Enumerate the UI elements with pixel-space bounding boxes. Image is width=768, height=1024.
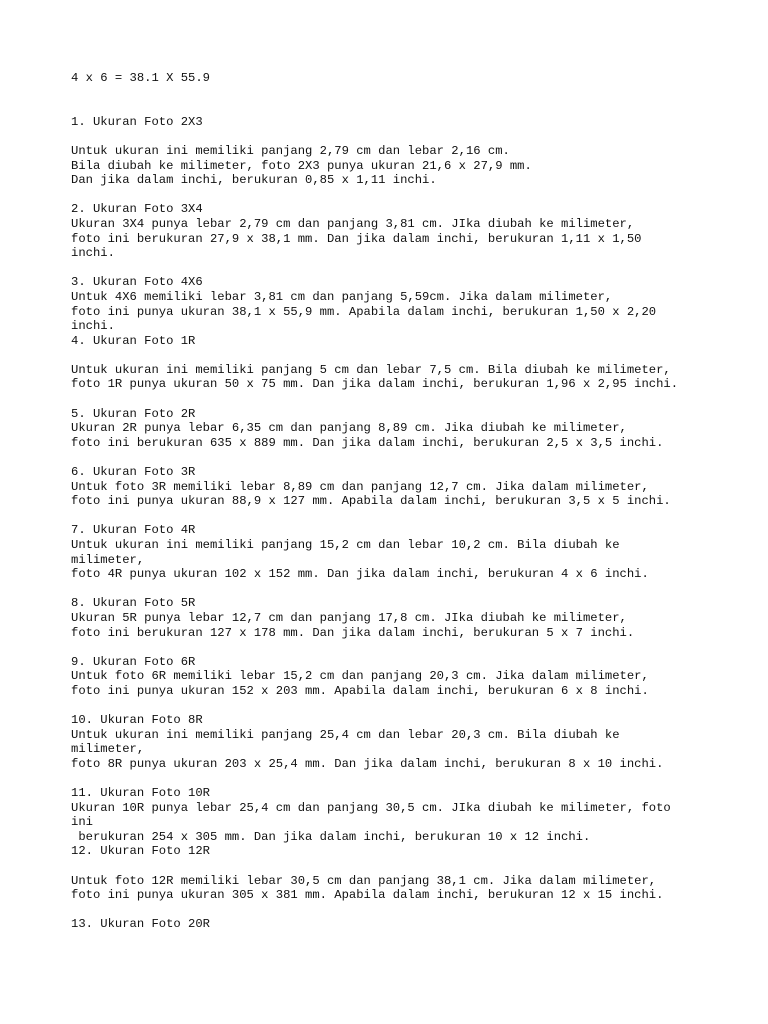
document-line: Ukuran 3X4 punya lebar 2,79 cm dan panjang 3,81 cm. JIka diubah ke milimeter, [71, 216, 635, 231]
document-line: 8. Ukuran Foto 5R [71, 596, 196, 611]
document-line: foto 8R punya ukuran 203 x 25,4 mm. Dan jika dalam inchi, berukuran 8 x 10 inchi. [71, 756, 664, 771]
document-line [71, 188, 761, 203]
document-line [71, 859, 761, 874]
document-line: milimeter, [71, 742, 145, 757]
document-line: 9. Ukuran Foto 6R [71, 654, 196, 669]
document-line: foto 1R punya ukuran 50 x 75 mm. Dan jika dalam inchi, berukuran 1,96 x 2,95 inchi. [71, 377, 679, 392]
document-line [71, 392, 761, 407]
document-line: Ukuran 10R punya lebar 25,4 cm dan panjang 30,5 cm. JIka diubah ke milimeter, foto [71, 800, 671, 815]
document-line [71, 261, 761, 276]
document-line [71, 772, 761, 787]
document-line: 7. Ukuran Foto 4R [71, 523, 196, 538]
document-line: Ukuran 2R punya lebar 6,35 cm dan panjang 8,89 cm. Jika diubah ke milimeter, [71, 421, 627, 436]
document-text [71, 71, 761, 932]
document-line: 5. Ukuran Foto 2R [71, 406, 196, 421]
document-line: 12. Ukuran Foto 12R [71, 844, 210, 859]
document-line: Ukuran 5R punya lebar 12,7 cm dan panjang 17,8 cm. JIka diubah ke milimeter, [71, 610, 627, 625]
document-line: 11. Ukuran Foto 10R [71, 786, 210, 801]
document-line [71, 509, 761, 524]
document-line: 1. Ukuran Foto 2X3 [71, 114, 203, 129]
document-line: Untuk foto 3R memiliki lebar 8,89 cm dan panjang 12,7 cm. Jika dalam milimeter, [71, 479, 649, 494]
document-line: Untuk foto 12R memiliki lebar 30,5 cm dan panjang 38,1 cm. Jika dalam milimeter, [71, 873, 657, 888]
document-line: foto ini berukuran 127 x 178 mm. Dan jika dalam inchi, berukuran 5 x 7 inchi. [71, 625, 635, 640]
document-line [71, 699, 761, 714]
document-line: foto ini punya ukuran 38,1 x 55,9 mm. Apabila dalam inchi, berukuran 1,50 x 2,20 [71, 304, 657, 319]
document-line: milimeter, [71, 552, 145, 567]
document-line: inchi. [71, 246, 115, 261]
document-line: foto ini punya ukuran 88,9 x 127 mm. Apabila dalam inchi, berukuran 3,5 x 5 inchi. [71, 494, 671, 509]
document-line: Untuk ukuran ini memiliki panjang 25,4 cm dan lebar 20,3 cm. Bila diubah ke [71, 727, 620, 742]
document-line: Untuk ukuran ini memiliki panjang 2,79 cm dan lebar 2,16 cm. [71, 143, 510, 158]
document-line: foto ini punya ukuran 152 x 203 mm. Apabila dalam inchi, berukuran 6 x 8 inchi. [71, 683, 649, 698]
document-line: Untuk ukuran ini memiliki panjang 15,2 cm dan lebar 10,2 cm. Bila diubah ke [71, 538, 620, 552]
document-line: foto ini punya ukuran 305 x 381 mm. Apabila dalam inchi, berukuran 12 x 15 inchi. [71, 888, 664, 903]
document-line [71, 640, 761, 655]
document-line [71, 129, 761, 144]
document-line: berukuran 254 x 305 mm. Dan jika dalam inchi, berukuran 10 x 12 inchi. [71, 829, 591, 844]
document-line: 4. Ukuran Foto 1R [71, 333, 196, 348]
document-line: 4 x 6 = 38.1 X 55.9 [71, 71, 210, 85]
document-line: foto ini berukuran 635 x 889 mm. Dan jika dalam inchi, berukuran 2,5 x 3,5 inchi. [71, 435, 664, 450]
document-line: inchi. [71, 319, 115, 334]
document-line: 6. Ukuran Foto 3R [71, 465, 196, 480]
document-line: Bila diubah ke milimeter, foto 2X3 punya ukuran 21,6 x 27,9 mm. [71, 158, 532, 173]
document-line [71, 582, 761, 597]
document-line: 3. Ukuran Foto 4X6 [71, 275, 203, 290]
document-line [71, 100, 761, 115]
document-line: 10. Ukuran Foto 8R [71, 713, 203, 728]
document-line [71, 903, 761, 918]
document-line: Dan jika dalam inchi, berukuran 0,85 x 1,11 inchi. [71, 173, 437, 188]
document-line: ini [71, 815, 93, 830]
document-line: 13. Ukuran Foto 20R [71, 917, 210, 932]
document-line: foto ini berukuran 27,9 x 38,1 mm. Dan jika dalam inchi, berukuran 1,11 x 1,50 [71, 231, 642, 246]
document-line: 2. Ukuran Foto 3X4 [71, 202, 203, 217]
document-line: Untuk ukuran ini memiliki panjang 5 cm dan lebar 7,5 cm. Bila diubah ke milimeter, [71, 362, 671, 377]
document-line: foto 4R punya ukuran 102 x 152 mm. Dan jika dalam inchi, berukuran 4 x 6 inchi. [71, 567, 649, 582]
document-line: Untuk 4X6 memiliki lebar 3,81 cm dan panjang 5,59cm. Jika dalam milimeter, [71, 289, 613, 304]
document-line [71, 86, 761, 101]
document-line: Untuk foto 6R memiliki lebar 15,2 cm dan panjang 20,3 cm. Jika dalam milimeter, [71, 669, 649, 684]
document-line [71, 348, 761, 363]
document-line [71, 450, 761, 465]
